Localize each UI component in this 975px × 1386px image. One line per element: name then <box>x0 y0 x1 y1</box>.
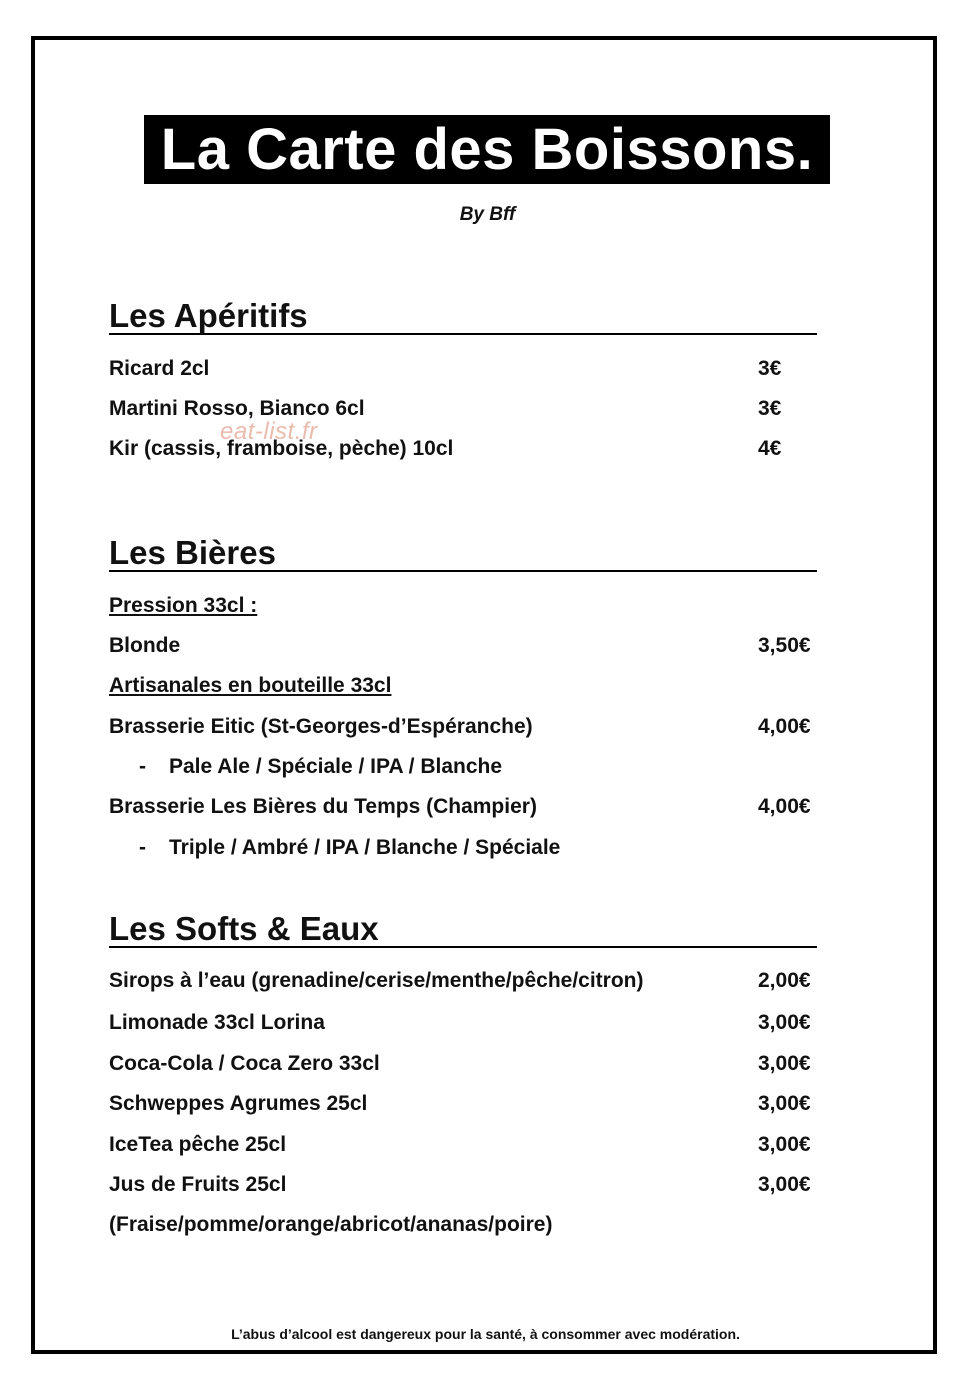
menu-item-eitic: Brasserie Eitic (St-Georges-d’Espéranche) <box>109 715 533 738</box>
price-eitic: 4,00€ <box>758 715 811 738</box>
subtitle: By Bff <box>459 204 516 225</box>
price-jus: 3,00€ <box>758 1173 811 1196</box>
menu-item-jus: Jus de Fruits 25cl <box>109 1173 287 1196</box>
title-banner <box>144 115 830 184</box>
menu-item-coca: Coca-Cola / Coca Zero 33cl <box>109 1052 380 1075</box>
price-coca: 3,00€ <box>758 1052 811 1075</box>
eitic-varieties <box>139 754 502 780</box>
menu-item-limonade: Limonade 33cl Lorina <box>109 1011 325 1034</box>
price-kir: 4€ <box>758 437 782 460</box>
menu-item-sirops: Sirops à l’eau (grenadine/cerise/menthe/pêche/citron) <box>109 969 644 992</box>
menu-item-temps: Brasserie Les Bières du Temps (Champier) <box>109 795 537 818</box>
section-title-softs: Les Softs & Eaux <box>109 912 817 948</box>
price-temps: 4,00€ <box>758 795 811 818</box>
list-dash: - <box>139 755 146 778</box>
temps-varieties-text: Triple / Ambré / IPA / Blanche / Spéciale <box>169 836 561 859</box>
pression-heading: Pression 33cl : <box>109 594 258 617</box>
section-title-bieres: Les Bières <box>109 536 817 572</box>
jus-flavours-note: (Fraise/pomme/orange/abricot/ananas/poire) <box>109 1213 553 1236</box>
artisanales-heading: Artisanales en bouteille 33cl <box>109 674 392 697</box>
eitic-varieties-text: Pale Ale / Spéciale / IPA / Blanche <box>169 755 503 778</box>
watermark: eat-list.fr <box>220 418 318 445</box>
menu-item-icetea: IceTea pêche 25cl <box>109 1133 287 1156</box>
price-schweppes: 3,00€ <box>758 1092 811 1115</box>
price-icetea: 3,00€ <box>758 1133 811 1156</box>
price-sirops: 2,00€ <box>758 969 811 992</box>
list-dash: - <box>139 836 146 859</box>
price-limonade: 3,00€ <box>758 1011 811 1034</box>
menu-item-schweppes: Schweppes Agrumes 25cl <box>109 1092 368 1115</box>
menu-item-martini: Martini Rosso, Bianco 6cl <box>109 397 365 420</box>
menu-item-ricard: Ricard 2cl <box>109 357 210 380</box>
page-title: La Carte des Boissons. <box>160 117 814 182</box>
price-martini: 3€ <box>758 397 782 420</box>
section-title-aperitifs: Les Apéritifs <box>109 299 817 335</box>
price-blonde: 3,50€ <box>758 634 811 657</box>
temps-varieties <box>139 835 560 861</box>
price-ricard: 3€ <box>758 357 782 380</box>
menu-item-kir: Kir (cassis, framboise, pèche) 10cl <box>109 437 454 460</box>
alcohol-warning: L’abus d’alcool est dangereux pour la santé, à consommer avec modération. <box>231 1326 740 1342</box>
menu-item-blonde: Blonde <box>109 634 181 657</box>
